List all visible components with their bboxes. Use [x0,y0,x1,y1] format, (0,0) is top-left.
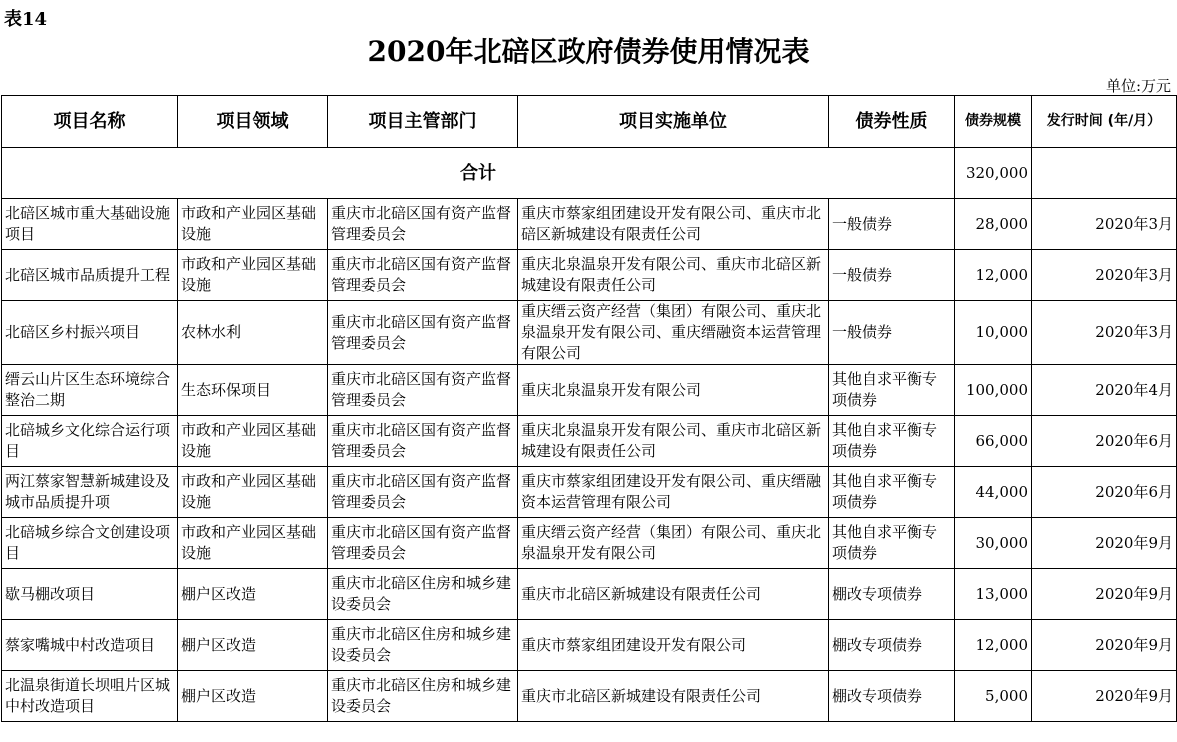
cell-text-field: 市政和产业园区基础设施 [181,472,317,511]
cell-text-dept: 重庆市北碚区住房和城乡建设委员会 [331,676,512,715]
table-number: 表14 [4,9,48,30]
table-row [2,467,1177,518]
cell-text-dept: 重庆市北碚区住房和城乡建设委员会 [331,625,512,664]
cell-text-name: 歇马棚改项目 [5,584,96,603]
cell-text-type: 一般债券 [832,265,893,284]
cell-project-name [2,301,178,365]
cell-text-amount: 12,000 [975,635,1028,654]
cell-text-amount: 10,000 [975,323,1028,341]
total-row [2,148,1177,199]
cell-text-name: 北碚区城市重大基础设施项目 [5,204,171,243]
unit-label: 单位:万元 [1105,77,1171,95]
cell-text-type: 棚改专项债券 [832,686,923,705]
cell-project-name [2,467,178,518]
col-header-name: 项目名称 [2,96,178,148]
cell-project-unit [518,416,829,467]
col-header-amount: 债券规模 [955,96,1032,148]
cell-text-amount: 5,000 [985,686,1028,705]
cell-text-dept: 重庆市北碚区住房和城乡建设委员会 [331,574,512,613]
cell-text-name: 北温泉街道长坝咀片区城中村改造项目 [5,676,171,715]
table-row [2,301,1177,365]
cell-text-unit: 重庆缙云资产经营（集团）有限公司、重庆北泉温泉开发有限公司、重庆缙融资本运营管理有限公司 [521,302,822,362]
col-header-type: 债券性质 [829,96,955,148]
cell-text-dept: 重庆市北碚区国有资产监督管理委员会 [331,370,512,409]
total-label: 合计 [2,148,955,199]
total-amount: 320,000 [955,148,1032,199]
cell-project-field [178,199,328,250]
cell-text-unit: 重庆北泉温泉开发有限公司、重庆市北碚区新城建设有限责任公司 [521,255,822,294]
cell-bond-amount [955,416,1032,467]
cell-text-field: 市政和产业园区基础设施 [181,421,317,460]
cell-bond-amount [955,620,1032,671]
cell-text-dept: 重庆市北碚区国有资产监督管理委员会 [331,523,512,562]
cell-project-dept [328,416,518,467]
cell-text-date: 2020年9月 [1095,686,1173,705]
cell-project-dept [328,199,518,250]
cell-text-dept: 重庆市北碚区国有资产监督管理委员会 [331,472,512,511]
cell-text-name: 北碚城乡文化综合运行项目 [5,421,171,460]
cell-project-unit [518,671,829,722]
cell-text-amount: 28,000 [975,214,1028,233]
cell-text-unit: 重庆市北碚区新城建设有限责任公司 [521,686,762,705]
table-row [2,250,1177,301]
header-row [2,96,1177,148]
cell-bond-type [829,199,955,250]
cell-project-unit [518,620,829,671]
cell-text-dept: 重庆市北碚区国有资产监督管理委员会 [331,421,512,460]
cell-text-type: 其他自求平衡专项债券 [832,472,938,511]
cell-bond-type [829,416,955,467]
cell-text-unit: 重庆市蔡家组团建设开发有限公司 [521,635,747,654]
cell-text-unit: 重庆市蔡家组团建设开发有限公司、重庆缙融资本运营管理有限公司 [521,472,822,511]
total-date [1032,148,1177,199]
cell-bond-amount [955,671,1032,722]
cell-project-unit [518,569,829,620]
cell-text-type: 其他自求平衡专项债券 [832,370,938,409]
cell-project-unit [518,365,829,416]
cell-bond-type [829,301,955,365]
cell-bond-amount [955,365,1032,416]
cell-text-field: 棚户区改造 [181,686,257,705]
cell-issue-date [1032,620,1177,671]
cell-project-unit [518,467,829,518]
cell-text-type: 棚改专项债券 [832,584,923,603]
cell-text-unit: 重庆市蔡家组团建设开发有限公司、重庆市北碚区新城建设有限责任公司 [521,204,822,243]
cell-text-dept: 重庆市北碚区国有资产监督管理委员会 [331,312,512,352]
cell-issue-date [1032,467,1177,518]
cell-text-type: 一般债券 [832,214,893,233]
cell-project-field [178,518,328,569]
table-row [2,365,1177,416]
cell-bond-amount [955,250,1032,301]
cell-project-dept [328,467,518,518]
bond-usage-table [1,95,1177,722]
cell-text-type: 其他自求平衡专项债券 [832,523,938,562]
cell-text-amount: 12,000 [975,265,1028,284]
cell-issue-date [1032,518,1177,569]
cell-issue-date [1032,365,1177,416]
cell-text-type: 棚改专项债券 [832,635,923,654]
cell-bond-type [829,671,955,722]
cell-bond-amount [955,199,1032,250]
cell-text-amount: 44,000 [975,482,1028,501]
cell-project-field [178,671,328,722]
cell-bond-amount [955,467,1032,518]
cell-issue-date [1032,301,1177,365]
cell-text-name: 两江蔡家智慧新城建设及城市品质提升项 [5,472,171,511]
cell-text-name: 北碚城乡综合文创建设项目 [5,523,171,562]
cell-text-field: 市政和产业园区基础设施 [181,255,317,294]
cell-text-dept: 重庆市北碚区国有资产监督管理委员会 [331,204,512,243]
cell-text-field: 棚户区改造 [181,635,257,654]
cell-issue-date [1032,199,1177,250]
table-row [2,518,1177,569]
cell-text-field: 棚户区改造 [181,584,257,603]
cell-text-type: 其他自求平衡专项债券 [832,421,938,460]
cell-bond-type [829,467,955,518]
cell-text-field: 市政和产业园区基础设施 [181,204,317,243]
cell-project-name [2,569,178,620]
cell-project-name [2,365,178,416]
cell-text-amount: 100,000 [965,380,1028,399]
cell-project-field [178,620,328,671]
cell-project-dept [328,671,518,722]
page-title: 2020年北碚区政府债券使用情况表 [367,35,810,68]
cell-text-amount: 66,000 [975,431,1028,450]
cell-text-field: 农林水利 [181,323,242,341]
cell-project-dept [328,569,518,620]
cell-project-name [2,199,178,250]
cell-project-name [2,518,178,569]
cell-text-date: 2020年6月 [1095,431,1173,450]
cell-project-unit [518,301,829,365]
cell-text-type: 一般债券 [832,323,893,341]
cell-project-dept [328,518,518,569]
col-header-field: 项目领域 [178,96,328,148]
cell-bond-type [829,250,955,301]
cell-text-date: 2020年6月 [1095,482,1173,501]
cell-text-date: 2020年9月 [1095,584,1173,603]
cell-issue-date [1032,569,1177,620]
cell-project-field [178,467,328,518]
table-row [2,416,1177,467]
col-header-unit: 项目实施单位 [518,96,829,148]
cell-project-dept [328,365,518,416]
cell-project-dept [328,250,518,301]
cell-text-date: 2020年3月 [1095,265,1173,284]
table-row [2,569,1177,620]
cell-bond-amount [955,569,1032,620]
cell-bond-type [829,518,955,569]
cell-text-unit: 重庆北泉温泉开发有限公司 [521,380,702,399]
table-row [2,671,1177,722]
cell-text-unit: 重庆缙云资产经营（集团）有限公司、重庆北泉温泉开发有限公司 [521,523,822,562]
col-header-dept: 项目主管部门 [328,96,518,148]
cell-project-field [178,365,328,416]
cell-project-name [2,250,178,301]
cell-bond-type [829,365,955,416]
cell-text-name: 北碚区乡村振兴项目 [5,323,141,341]
table-row [2,199,1177,250]
cell-text-name: 北碚区城市品质提升工程 [5,265,171,284]
cell-bond-amount [955,518,1032,569]
table-row [2,620,1177,671]
cell-text-field: 市政和产业园区基础设施 [181,523,317,562]
cell-text-date: 2020年3月 [1095,214,1173,233]
cell-bond-type [829,620,955,671]
cell-text-name: 缙云山片区生态环境综合整治二期 [5,370,171,409]
cell-project-unit [518,199,829,250]
cell-text-amount: 30,000 [975,533,1028,552]
cell-project-field [178,250,328,301]
cell-text-date: 2020年9月 [1095,533,1173,552]
cell-project-dept [328,620,518,671]
cell-text-date: 2020年9月 [1095,635,1173,654]
cell-text-date: 2020年3月 [1095,323,1173,341]
cell-project-name [2,620,178,671]
cell-project-field [178,569,328,620]
cell-project-name [2,671,178,722]
cell-text-field: 生态环保项目 [181,380,272,399]
cell-bond-type [829,569,955,620]
cell-issue-date [1032,671,1177,722]
cell-project-unit [518,250,829,301]
col-header-date: 发行时间 (年/月） [1032,96,1177,148]
cell-text-date: 2020年4月 [1095,380,1173,399]
cell-text-unit: 重庆北泉温泉开发有限公司、重庆市北碚区新城建设有限责任公司 [521,421,822,460]
cell-project-name [2,416,178,467]
cell-issue-date [1032,416,1177,467]
cell-bond-amount [955,301,1032,365]
cell-issue-date [1032,250,1177,301]
cell-text-amount: 13,000 [975,584,1028,603]
cell-project-unit [518,518,829,569]
cell-project-field [178,416,328,467]
cell-text-unit: 重庆市北碚区新城建设有限责任公司 [521,584,762,603]
cell-project-dept [328,301,518,365]
cell-text-name: 蔡家嘴城中村改造项目 [5,635,156,654]
cell-text-dept: 重庆市北碚区国有资产监督管理委员会 [331,255,512,294]
cell-project-field [178,301,328,365]
